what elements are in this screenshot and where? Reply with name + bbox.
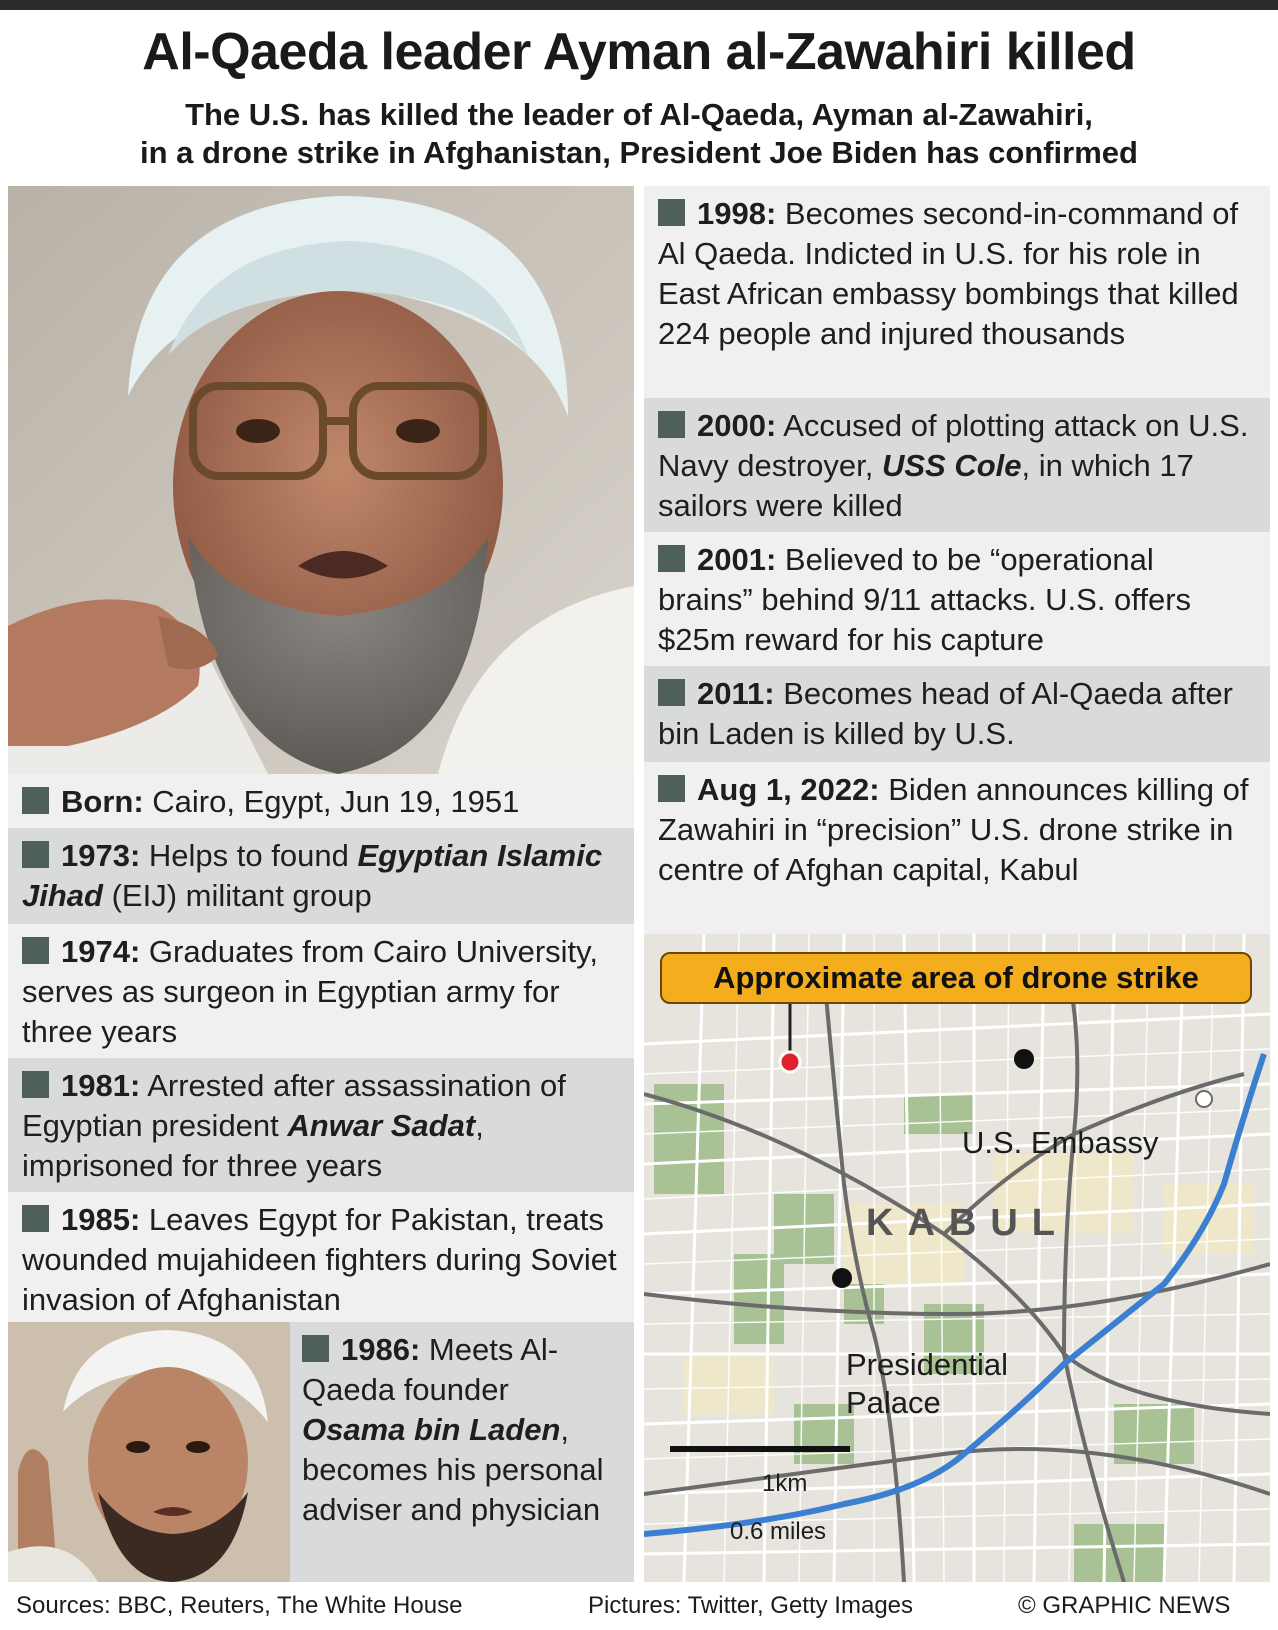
- timeline-1986: 1986: Meets Al-Qaeda founder Osama bin Laden, becomes his personal adviser and physician: [290, 1322, 634, 1582]
- timeline-2000: 2000: Accused of plotting attack on U.S. Navy destroyer, USS Cole, in which 17 sailors were killed: [644, 398, 1270, 532]
- timeline-born: Born: Cairo, Egypt, Jun 19, 1951: [8, 774, 634, 828]
- zawahiri-portrait: [8, 186, 634, 774]
- bullet-square-icon: [22, 787, 49, 814]
- timeline-1998: 1998: Becomes second-in-command of Al Qaeda. Indicted in U.S. for his role in East African embassy bombings that killed 224 people and injured thousands: [644, 186, 1270, 398]
- timeline-1981: 1981: Arrested after assassination of Egyptian president Anwar Sadat, imprisoned for three years: [8, 1058, 634, 1192]
- bullet-square-icon: [302, 1335, 329, 1362]
- drone-strike-marker: [780, 1052, 800, 1072]
- bullet-square-icon: [22, 841, 49, 868]
- page-title: Al-Qaeda leader Ayman al-Zawahiri killed: [142, 23, 1136, 81]
- palace-label-line-1: Presidential: [846, 1347, 1008, 1382]
- bullet-square-icon: [658, 545, 685, 572]
- footer-sources: Sources: BBC, Reuters, The White House: [16, 1592, 463, 1619]
- scale-km-label: 1km: [762, 1470, 808, 1497]
- timeline-1973: 1973: Helps to found Egyptian Islamic Jihad (EIJ) militant group: [8, 828, 634, 924]
- palace-label: [846, 1346, 1008, 1422]
- footer-pictures: Pictures: Twitter, Getty Images: [588, 1592, 914, 1619]
- bullet-square-icon: [658, 199, 685, 226]
- kabul-map: [644, 934, 1270, 1582]
- timeline-2001: 2001: Believed to be “operational brains” behind 9/11 attacks. U.S. offers $25m reward for his capture: [644, 532, 1270, 666]
- bullet-square-icon: [658, 679, 685, 706]
- bullet-square-icon: [22, 937, 49, 964]
- bullet-square-icon: [658, 411, 685, 438]
- timeline-2011: 2011: Becomes head of Al-Qaeda after bin Laden is killed by U.S.: [644, 666, 1270, 762]
- page-subtitle: [0, 96, 1278, 172]
- map-graphic: [644, 934, 1270, 1582]
- footer-credit: © GRAPHIC NEWS: [1018, 1592, 1231, 1619]
- city-label: KABUL: [866, 1202, 1069, 1244]
- embassy-label: U.S. Embassy: [962, 1125, 1159, 1160]
- top-rule: [0, 0, 1278, 10]
- palace-label-line-2: Palace: [846, 1385, 941, 1420]
- timeline-1985: 1985: Leaves Egypt for Pakistan, treats wounded mujahideen fighters during Soviet invasion of Afghanistan: [8, 1192, 634, 1322]
- palace-marker: [832, 1268, 852, 1288]
- bin-laden-portrait: [8, 1322, 290, 1582]
- scale-miles-label: 0.6 miles: [730, 1518, 827, 1545]
- subtitle-line-2: in a drone strike in Afghanistan, President Joe Biden has confirmed: [140, 135, 1138, 170]
- embassy-marker: [1014, 1049, 1034, 1069]
- bullet-square-icon: [658, 775, 685, 802]
- subtitle-line-1: The U.S. has killed the leader of Al-Qaeda, Ayman al-Zawahiri,: [185, 97, 1093, 132]
- bullet-square-icon: [22, 1205, 49, 1232]
- drone-strike-callout: Approximate area of drone strike: [660, 952, 1252, 1004]
- timeline-1974: 1974: Graduates from Cairo University, serves as surgeon in Egyptian army for three years: [8, 924, 634, 1058]
- bullet-square-icon: [22, 1071, 49, 1098]
- timeline-2022: Aug 1, 2022: Biden announces killing of Zawahiri in “precision” U.S. drone strike in centre of Afghan capital, Kabul: [644, 762, 1270, 934]
